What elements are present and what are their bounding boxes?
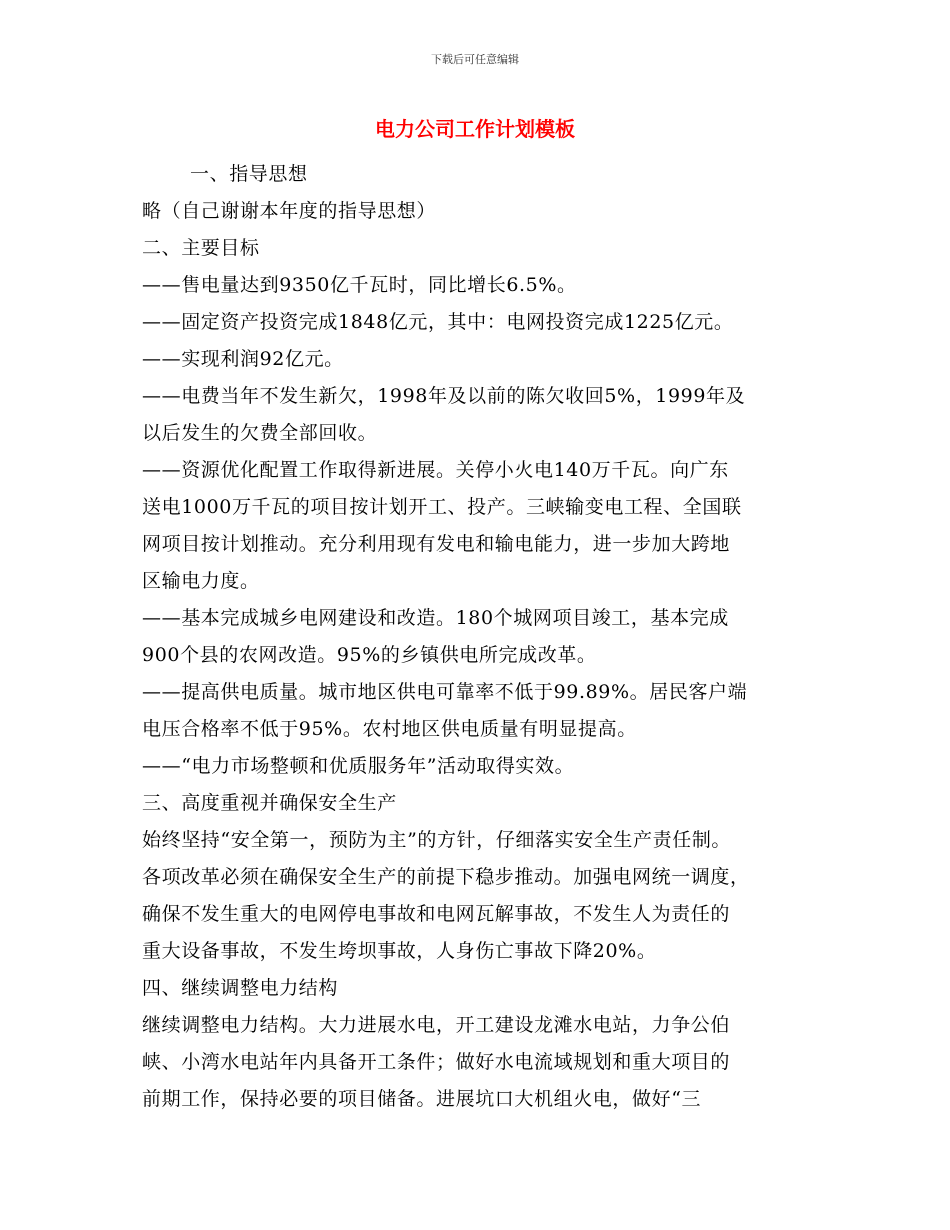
paragraph-line: 略（自己谢谢本年度的指导思想） — [142, 200, 437, 222]
paragraph-line: ——固定资产投资完成1848亿元，其中：电网投资完成1225亿元。 — [142, 311, 734, 333]
section-heading-guiding-thought: 一、指导思想 — [190, 163, 308, 185]
paragraph-line: 900个县的农网改造。95%的乡镇供电所完成改革。 — [142, 644, 597, 666]
paragraph-line: ——实现利润92亿元。 — [142, 348, 344, 370]
paragraph-line: ——提高供电质量。城市地区供电可靠率不低于99.89%。居民客户端 — [142, 681, 748, 703]
paragraph-line: 网项目按计划推动。充分利用现有发电和输电能力，进一步加大跨地 — [142, 533, 731, 555]
paragraph-line: ——电费当年不发生新欠，1998年及以前的陈欠收回5%，1999年及 — [142, 385, 746, 407]
paragraph-line: 送电1000万千瓦的项目按计划开工、投产。三峡输变电工程、全国联 — [142, 496, 742, 518]
paragraph-line: 重大设备事故，不发生垮坝事故，人身伤亡事故下降20%。 — [142, 940, 657, 962]
paragraph-line: 确保不发生重大的电网停电事故和电网瓦解事故，不发生人为责任的 — [142, 903, 731, 925]
paragraph-line: 继续调整电力结构。大力进展水电，开工建设龙滩水电站，力争公伯 — [142, 1014, 731, 1036]
paragraph-line: ——“电力市场整顿和优质服务年”活动取得实效。 — [142, 755, 575, 777]
paragraph-line: ——基本完成城乡电网建设和改造。180个城网项目竣工，基本完成 — [142, 607, 729, 629]
paragraph-line: 峡、小湾水电站年内具备开工条件；做好水电流域规划和重大项目的 — [142, 1051, 731, 1073]
document-body — [142, 156, 810, 1118]
header-note: 下载后可任意编辑 — [431, 53, 519, 66]
paragraph-line: ——售电量达到9350亿千瓦时，同比增长6.5%。 — [142, 274, 577, 296]
section-heading-main-goals: 二、主要目标 — [142, 237, 260, 259]
paragraph-line: 各项改革必须在确保安全生产的前提下稳步推动。加强电网统一调度， — [142, 866, 750, 888]
paragraph-line: 前期工作，保持必要的项目储备。进展坑口大机组火电，做好“三 — [142, 1088, 702, 1110]
section-heading-structure: 四、继续调整电力结构 — [142, 977, 339, 999]
document-title: 电力公司工作计划模板 — [375, 117, 575, 141]
section-heading-safety: 三、高度重视并确保安全生产 — [142, 792, 397, 814]
paragraph-line: ——资源优化配置工作取得新进展。关停小火电140万千瓦。向广东 — [142, 459, 729, 481]
paragraph-line: 电压合格率不低于95%。农村地区供电质量有明显提高。 — [142, 718, 637, 740]
paragraph-line: 区输电力度。 — [142, 570, 260, 592]
paragraph-line: 始终坚持“安全第一，预防为主”的方针，仔细落实安全生产责任制。 — [142, 829, 732, 851]
paragraph-line: 以后发生的欠费全部回收。 — [142, 422, 378, 444]
